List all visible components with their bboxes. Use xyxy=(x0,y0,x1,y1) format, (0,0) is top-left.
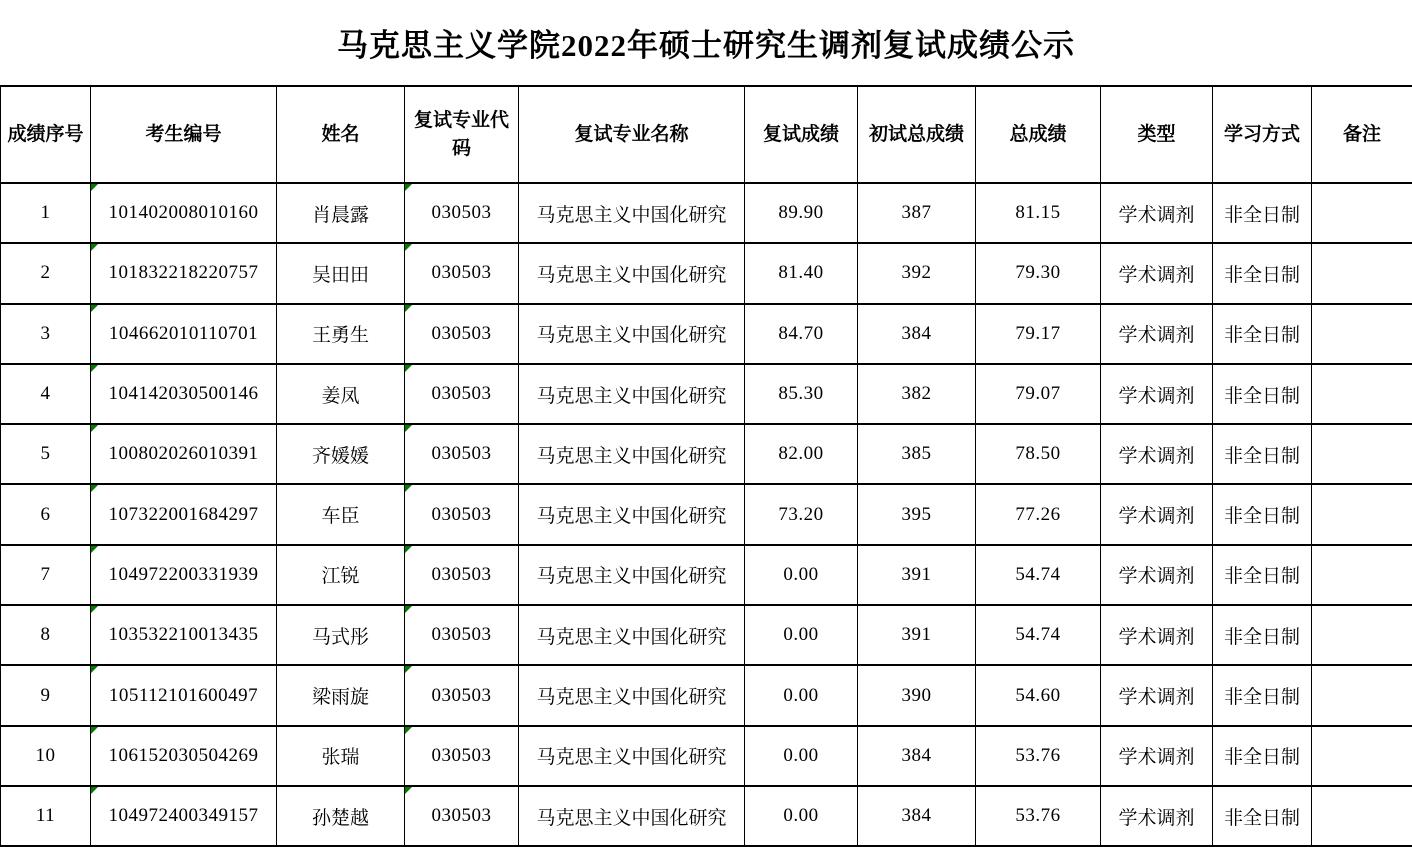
cell-type: 学术调剂 xyxy=(1101,605,1213,665)
cell-seq: 5 xyxy=(1,424,91,484)
cell-name: 张瑞 xyxy=(277,726,405,786)
number-stored-as-text-flag-icon xyxy=(405,184,412,191)
cell-note xyxy=(1312,484,1412,544)
cell-note xyxy=(1312,786,1412,846)
page-title: 马克思主义学院2022年硕士研究生调剂复试成绩公示 xyxy=(337,20,1075,65)
cell-total_score: 81.15 xyxy=(976,183,1101,243)
column-header-note: 备注 xyxy=(1312,86,1412,183)
cell-major_code: 030503 xyxy=(405,726,519,786)
table-row xyxy=(1,726,1412,786)
cell-retest_score: 0.00 xyxy=(745,665,858,725)
cell-initial_total: 384 xyxy=(858,304,976,364)
cell-major_code: 030503 xyxy=(405,364,519,424)
cell-seq: 8 xyxy=(1,605,91,665)
table-row xyxy=(1,424,1412,484)
cell-note xyxy=(1312,304,1412,364)
column-header-type: 类型 xyxy=(1101,86,1213,183)
cell-study_mode: 非全日制 xyxy=(1213,665,1312,725)
cell-candidate_id: 101832218220757 xyxy=(91,243,277,303)
cell-type: 学术调剂 xyxy=(1101,364,1213,424)
cell-total_score: 54.60 xyxy=(976,665,1101,725)
cell-study_mode: 非全日制 xyxy=(1213,484,1312,544)
cell-initial_total: 391 xyxy=(858,545,976,605)
cell-type: 学术调剂 xyxy=(1101,304,1213,364)
cell-total_score: 54.74 xyxy=(976,605,1101,665)
cell-name: 吴田田 xyxy=(277,243,405,303)
cell-seq: 6 xyxy=(1,484,91,544)
cell-candidate_id: 107322001684297 xyxy=(91,484,277,544)
cell-note xyxy=(1312,605,1412,665)
table-row xyxy=(1,484,1412,544)
cell-type: 学术调剂 xyxy=(1101,243,1213,303)
number-stored-as-text-flag-icon xyxy=(405,305,412,312)
table-row xyxy=(1,183,1412,243)
cell-initial_total: 391 xyxy=(858,605,976,665)
cell-candidate_id: 104972200331939 xyxy=(91,545,277,605)
cell-total_score: 79.17 xyxy=(976,304,1101,364)
cell-initial_total: 384 xyxy=(858,726,976,786)
cell-major_name: 马克思主义中国化研究 xyxy=(519,726,745,786)
number-stored-as-text-flag-icon xyxy=(91,666,98,673)
cell-retest_score: 85.30 xyxy=(745,364,858,424)
cell-total_score: 77.26 xyxy=(976,484,1101,544)
cell-initial_total: 392 xyxy=(858,243,976,303)
cell-name: 马式彤 xyxy=(277,605,405,665)
cell-retest_score: 0.00 xyxy=(745,545,858,605)
number-stored-as-text-flag-icon xyxy=(405,666,412,673)
table-row xyxy=(1,304,1412,364)
number-stored-as-text-flag-icon xyxy=(405,485,412,492)
header-row xyxy=(1,86,1412,183)
cell-type: 学术调剂 xyxy=(1101,665,1213,725)
cell-retest_score: 82.00 xyxy=(745,424,858,484)
cell-study_mode: 非全日制 xyxy=(1213,545,1312,605)
cell-total_score: 79.07 xyxy=(976,364,1101,424)
number-stored-as-text-flag-icon xyxy=(405,546,412,553)
cell-study_mode: 非全日制 xyxy=(1213,605,1312,665)
cell-major_code: 030503 xyxy=(405,665,519,725)
cell-major_code: 030503 xyxy=(405,304,519,364)
cell-name: 孙楚越 xyxy=(277,786,405,846)
column-header-major_name: 复试专业名称 xyxy=(519,86,745,183)
number-stored-as-text-flag-icon xyxy=(91,184,98,191)
scores-table-body xyxy=(1,183,1412,846)
number-stored-as-text-flag-icon xyxy=(405,606,412,613)
cell-seq: 1 xyxy=(1,183,91,243)
cell-retest_score: 73.20 xyxy=(745,484,858,544)
cell-name: 肖晨露 xyxy=(277,183,405,243)
cell-candidate_id: 103532210013435 xyxy=(91,605,277,665)
cell-major_name: 马克思主义中国化研究 xyxy=(519,364,745,424)
scores-table xyxy=(0,85,1412,847)
number-stored-as-text-flag-icon xyxy=(91,606,98,613)
number-stored-as-text-flag-icon xyxy=(405,365,412,372)
number-stored-as-text-flag-icon xyxy=(91,787,98,794)
table-row xyxy=(1,545,1412,605)
cell-type: 学术调剂 xyxy=(1101,545,1213,605)
cell-candidate_id: 106152030504269 xyxy=(91,726,277,786)
cell-note xyxy=(1312,424,1412,484)
cell-major_code: 030503 xyxy=(405,243,519,303)
cell-name: 王勇生 xyxy=(277,304,405,364)
cell-name: 江锐 xyxy=(277,545,405,605)
cell-study_mode: 非全日制 xyxy=(1213,786,1312,846)
cell-study_mode: 非全日制 xyxy=(1213,304,1312,364)
cell-note xyxy=(1312,726,1412,786)
cell-type: 学术调剂 xyxy=(1101,424,1213,484)
column-header-major_code: 复试专业代码 xyxy=(405,86,519,183)
number-stored-as-text-flag-icon xyxy=(405,425,412,432)
cell-initial_total: 390 xyxy=(858,665,976,725)
cell-major_name: 马克思主义中国化研究 xyxy=(519,545,745,605)
cell-candidate_id: 104972400349157 xyxy=(91,786,277,846)
column-header-candidate_id: 考生编号 xyxy=(91,86,277,183)
cell-major_code: 030503 xyxy=(405,545,519,605)
cell-initial_total: 387 xyxy=(858,183,976,243)
cell-type: 学术调剂 xyxy=(1101,484,1213,544)
number-stored-as-text-flag-icon xyxy=(405,787,412,794)
number-stored-as-text-flag-icon xyxy=(91,546,98,553)
cell-initial_total: 382 xyxy=(858,364,976,424)
number-stored-as-text-flag-icon xyxy=(91,485,98,492)
cell-note xyxy=(1312,665,1412,725)
cell-study_mode: 非全日制 xyxy=(1213,726,1312,786)
cell-major_code: 030503 xyxy=(405,424,519,484)
cell-major_name: 马克思主义中国化研究 xyxy=(519,304,745,364)
cell-type: 学术调剂 xyxy=(1101,726,1213,786)
cell-major_name: 马克思主义中国化研究 xyxy=(519,243,745,303)
table-row xyxy=(1,786,1412,846)
cell-seq: 4 xyxy=(1,364,91,424)
cell-retest_score: 0.00 xyxy=(745,605,858,665)
cell-seq: 11 xyxy=(1,786,91,846)
cell-total_score: 79.30 xyxy=(976,243,1101,303)
cell-total_score: 78.50 xyxy=(976,424,1101,484)
column-header-total_score: 总成绩 xyxy=(976,86,1101,183)
table-row xyxy=(1,605,1412,665)
number-stored-as-text-flag-icon xyxy=(91,365,98,372)
cell-candidate_id: 104142030500146 xyxy=(91,364,277,424)
cell-note xyxy=(1312,243,1412,303)
cell-retest_score: 84.70 xyxy=(745,304,858,364)
cell-retest_score: 89.90 xyxy=(745,183,858,243)
cell-study_mode: 非全日制 xyxy=(1213,183,1312,243)
cell-total_score: 53.76 xyxy=(976,786,1101,846)
cell-candidate_id: 104662010110701 xyxy=(91,304,277,364)
cell-candidate_id: 100802026010391 xyxy=(91,424,277,484)
cell-note xyxy=(1312,183,1412,243)
cell-study_mode: 非全日制 xyxy=(1213,364,1312,424)
cell-name: 姜凤 xyxy=(277,364,405,424)
cell-candidate_id: 101402008010160 xyxy=(91,183,277,243)
cell-major_name: 马克思主义中国化研究 xyxy=(519,665,745,725)
cell-initial_total: 384 xyxy=(858,786,976,846)
cell-retest_score: 0.00 xyxy=(745,726,858,786)
cell-total_score: 54.74 xyxy=(976,545,1101,605)
cell-note xyxy=(1312,545,1412,605)
cell-major_name: 马克思主义中国化研究 xyxy=(519,183,745,243)
cell-name: 齐媛媛 xyxy=(277,424,405,484)
cell-type: 学术调剂 xyxy=(1101,183,1213,243)
cell-seq: 10 xyxy=(1,726,91,786)
cell-study_mode: 非全日制 xyxy=(1213,243,1312,303)
cell-retest_score: 81.40 xyxy=(745,243,858,303)
cell-type: 学术调剂 xyxy=(1101,786,1213,846)
cell-seq: 3 xyxy=(1,304,91,364)
title-band xyxy=(0,0,1412,85)
column-header-seq: 成绩序号 xyxy=(1,86,91,183)
cell-major_name: 马克思主义中国化研究 xyxy=(519,786,745,846)
cell-name: 车臣 xyxy=(277,484,405,544)
cell-major_code: 030503 xyxy=(405,183,519,243)
cell-initial_total: 395 xyxy=(858,484,976,544)
number-stored-as-text-flag-icon xyxy=(91,244,98,251)
column-header-name: 姓名 xyxy=(277,86,405,183)
table-row xyxy=(1,243,1412,303)
number-stored-as-text-flag-icon xyxy=(405,727,412,734)
column-header-initial_total: 初试总成绩 xyxy=(858,86,976,183)
cell-seq: 9 xyxy=(1,665,91,725)
cell-total_score: 53.76 xyxy=(976,726,1101,786)
number-stored-as-text-flag-icon xyxy=(91,727,98,734)
cell-retest_score: 0.00 xyxy=(745,786,858,846)
cell-major_name: 马克思主义中国化研究 xyxy=(519,424,745,484)
cell-study_mode: 非全日制 xyxy=(1213,424,1312,484)
cell-major_name: 马克思主义中国化研究 xyxy=(519,605,745,665)
cell-name: 梁雨旋 xyxy=(277,665,405,725)
scores-table-header xyxy=(1,86,1412,183)
cell-major_name: 马克思主义中国化研究 xyxy=(519,484,745,544)
number-stored-as-text-flag-icon xyxy=(91,305,98,312)
cell-major_code: 030503 xyxy=(405,605,519,665)
number-stored-as-text-flag-icon xyxy=(405,244,412,251)
cell-seq: 7 xyxy=(1,545,91,605)
cell-note xyxy=(1312,364,1412,424)
table-row xyxy=(1,665,1412,725)
column-header-retest_score: 复试成绩 xyxy=(745,86,858,183)
number-stored-as-text-flag-icon xyxy=(91,425,98,432)
table-row xyxy=(1,364,1412,424)
cell-seq: 2 xyxy=(1,243,91,303)
cell-candidate_id: 105112101600497 xyxy=(91,665,277,725)
cell-major_code: 030503 xyxy=(405,786,519,846)
cell-major_code: 030503 xyxy=(405,484,519,544)
cell-initial_total: 385 xyxy=(858,424,976,484)
column-header-study_mode: 学习方式 xyxy=(1213,86,1312,183)
